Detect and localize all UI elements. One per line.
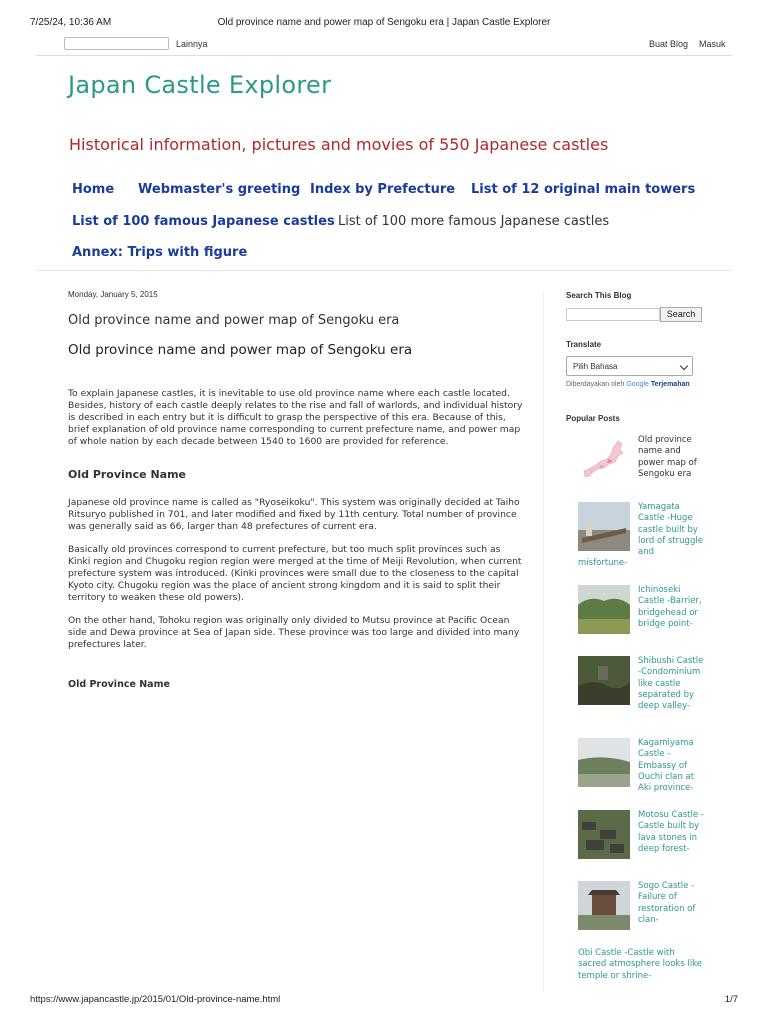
blogger-navbar xyxy=(36,37,732,53)
section-heading-old-province: Old Province Name xyxy=(68,468,187,481)
tab-100-famous-castles[interactable]: List of 100 famous Japanese castles xyxy=(72,214,335,229)
print-page-title: Old province name and power map of Sengoku era | Japan Castle Explorer xyxy=(217,17,551,28)
navbar-search-input[interactable] xyxy=(64,37,169,50)
post-title[interactable]: Old province name and power map of Sengoku era xyxy=(68,313,400,328)
post-date: Monday, January 5, 2015 xyxy=(68,290,158,299)
google-logo-text: Google xyxy=(626,381,649,388)
popular-post-item[interactable] xyxy=(578,810,704,861)
chevron-down-icon xyxy=(680,362,688,370)
popular-post-title[interactable]: Old province name and power map of Sengoku era xyxy=(638,435,697,479)
blog-post xyxy=(68,290,523,690)
popular-post-title[interactable]: Kagamiyama Castle -Embassy of Ouchi clan at Aki province- xyxy=(638,738,695,794)
popular-post-item[interactable] xyxy=(578,435,704,486)
popular-post-title[interactable]: Shibushi Castle -Condominium like castle separated by deep valley- xyxy=(638,656,704,712)
search-heading: Search This Blog xyxy=(566,291,632,300)
post-thumbnail-photo xyxy=(578,502,630,551)
search-widget xyxy=(566,291,706,327)
blog-title[interactable]: Japan Castle Explorer xyxy=(68,71,332,99)
post-paragraph-2: Basically old provinces correspond to current prefecture, but too much split provinces such as Kinki region and Chugoku region region were merged at the time of Meiji Revolution, when current prefecture system was introduced. (Kinki provinces were small due to the closeness to the capital Kyoto city. Chugoku region was the place of ancient strong kingdom and it is said to split their territory to weaken these old powers). xyxy=(68,544,522,603)
column-divider xyxy=(543,292,544,992)
search-input[interactable] xyxy=(566,308,660,321)
post-intro-paragraph: To explain Japanese castles, it is inevitable to use old province name where each castle located. Besides, history of each castle deeply relates to the rise and fall of warlords, and individual history is described in each entry but it is difficult to grasp the perspective of this era. Because of this, brief explanation of old province name corresponding to current prefecture name, and power map of whole nation by each decade between 1540 to 1600 are provided for reference. xyxy=(68,388,523,447)
print-header xyxy=(0,17,768,31)
post-thumbnail-photo xyxy=(578,810,630,859)
translate-link[interactable]: Terjemahan xyxy=(650,381,690,388)
post-paragraph-3: On the other hand, Tohoku region was originally only divided to Mutsu province at Pacific Ocean side and Dewa province at Sea of Japan side. These province was too large and divided into many prefectures later. xyxy=(68,615,520,650)
translate-heading: Translate xyxy=(566,340,602,349)
tab-annex-trips[interactable]: Annex: Trips with figure xyxy=(72,245,248,260)
navbar-divider xyxy=(36,55,732,56)
popular-post-title[interactable]: Ichinoseki Castle -Barrier, bridgehead or bridge point- xyxy=(638,585,702,629)
section-heading-old-province-2: Old Province Name xyxy=(68,679,170,690)
powered-by xyxy=(566,381,690,388)
header-divider xyxy=(36,270,732,271)
tab-original-main-towers[interactable]: List of 12 original main towers xyxy=(471,182,696,197)
popular-post-item[interactable] xyxy=(578,881,704,932)
tab-home[interactable]: Home xyxy=(72,182,115,197)
create-blog-link[interactable]: Buat Blog xyxy=(649,39,689,49)
translate-widget xyxy=(566,340,706,395)
popular-post-title[interactable]: Yamagata Castle -Huge castle built by lord of struggle and misfortune- xyxy=(578,502,703,569)
print-url: https://www.japancastle.jp/2015/01/Old-province-name.html xyxy=(30,994,281,1005)
post-thumbnail-photo xyxy=(578,585,630,634)
popular-post-item[interactable] xyxy=(578,738,704,794)
popular-posts-heading: Popular Posts xyxy=(566,414,620,423)
tab-index-by-prefecture[interactable]: Index by Prefecture xyxy=(310,182,456,197)
post-thumbnail-photo xyxy=(578,738,630,787)
popular-post-item[interactable] xyxy=(578,948,704,982)
post-thumbnail-map xyxy=(578,435,630,484)
search-button[interactable]: Search xyxy=(660,307,702,322)
popular-post-title[interactable]: Obi Castle -Castle with sacred atmosphere looks like temple or shrine- xyxy=(578,948,703,981)
tab-webmasters-greeting[interactable]: Webmaster's greeting xyxy=(138,182,301,197)
powered-by-label: Diberdayakan oleh xyxy=(566,381,625,388)
print-timestamp: 7/25/24, 10:36 AM xyxy=(30,17,112,28)
popular-post-item[interactable] xyxy=(578,585,704,636)
language-select-value: Pilih Bahasa xyxy=(573,362,618,371)
post-heading: Old province name and power map of Sengoku era xyxy=(68,342,413,358)
popular-post-item[interactable] xyxy=(578,502,704,570)
post-thumbnail-photo xyxy=(578,881,630,930)
tab-100-more-famous-castles[interactable]: List of 100 more famous Japanese castles xyxy=(338,214,610,229)
navbar-more-link[interactable]: Lainnya xyxy=(176,39,208,49)
language-select[interactable] xyxy=(566,356,693,376)
sign-in-link[interactable]: Masuk xyxy=(699,39,726,49)
print-page-number: 1/7 xyxy=(724,994,738,1005)
post-thumbnail-photo xyxy=(578,656,630,705)
popular-post-item[interactable] xyxy=(578,656,704,712)
popular-post-title[interactable]: Motosu Castle -Castle built by lava stones in deep forest- xyxy=(638,810,704,854)
post-paragraph-1: Japanese old province name is called as "Ryoseikoku". This system was originally decided at Taiho Ritsuryo published in 701, and later modified and fixed by 11th century. Total number of province was generally said as 66, larger than 48 prefectures of current era. xyxy=(68,497,520,532)
blog-description: Historical information, pictures and movies of 550 Japanese castles xyxy=(69,135,609,154)
popular-post-title[interactable]: Sogo Castle -Failure of restoration of clan- xyxy=(638,881,696,925)
